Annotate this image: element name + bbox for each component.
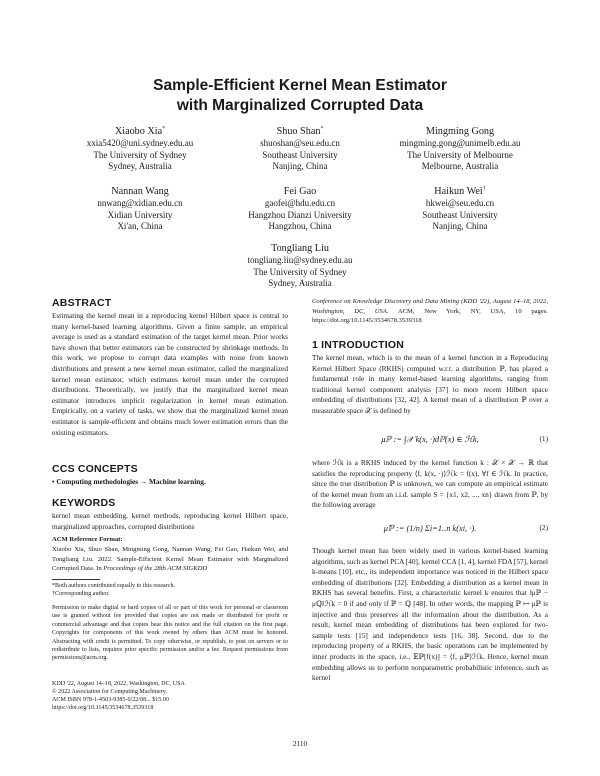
author-email: hkwei@seu.edu.cn	[425, 198, 495, 208]
author-email: mingming.gong@unimelb.edu.au	[399, 138, 521, 148]
acm-reference-heading: ACM Reference Format:	[52, 536, 123, 543]
intro-paragraph-1: The kernel mean, which is to the mean of a kernel function in a Reproducing Kernel Hilbert Space (RKHS) computed w.r.t. a distribution ℙ, has played a fundamental role in many kernel-based learning algorithms, ranging from traditional kernel component analysis [37] to more recent Hilbert space embedding of distributions [32, 42]. A kernel mean of a distribution ℙ over a measurable space 𝒳 is defined by	[312, 353, 548, 415]
author-name: Xiaobo Xia	[114, 126, 163, 137]
doi-line: https://doi.org/10.1145/3534678.3539318	[52, 705, 154, 711]
author-name: Shuo Shan	[276, 126, 321, 137]
author-location: Nanjing, China	[272, 161, 328, 172]
author-mark: *	[320, 126, 324, 132]
conference-line: KDD '22, August 14–18, 2022, Washington, DC, USA	[52, 681, 185, 687]
author-mark: †	[482, 186, 486, 192]
equation-1-number: (1)	[539, 434, 548, 443]
author-block	[230, 125, 370, 173]
footnote-equal-contribution: *Both authors contributed equally to this research.	[52, 583, 176, 589]
reference-venue: Conference on Knowledge Discovery and Data Mining (KDD '22), August 14–18, 2022, Washington, DC, USA.	[312, 298, 548, 315]
acm-reference-plain: Xiaobo Xia, Shuo Shan, Mingming Gong, Nannan Wang, Fei Gao, Haikun Wei, and Tongliang Liu. 2022. Sample-Efficient Kernel Mean Estimator with Marginalized Corrupted Data. In	[52, 546, 288, 573]
equation-2-body: μ̂ℙ := (1/n) Σi=1..n k(xi, ·).	[383, 524, 477, 533]
author-affiliation: Southeast University	[422, 209, 498, 220]
acm-reference-text	[52, 545, 288, 574]
author-location: Xi'an, China	[117, 221, 163, 232]
equation-2-number: (2)	[539, 523, 548, 532]
author-name: Haikun Wei	[434, 186, 483, 197]
reference-tail: ACM, New York, NY, USA, 10 pages. https://doi.org/10.1145/3534678.3539318	[312, 307, 548, 325]
author-email: xxia5420@uni.sydney.edu.au	[86, 138, 194, 148]
page-number: 2110	[292, 739, 308, 748]
author-location: Nanjing, China	[432, 221, 488, 232]
title-line-1: Sample-Efficient Kernel Mean Estimator	[153, 77, 447, 94]
isbn-line: ACM ISBN 978-1-4503-9385-0/22/08... $15.00	[52, 697, 169, 703]
author-name: Mingming Gong	[425, 126, 495, 137]
author-affiliation: Hangzhou Dianzi University	[248, 209, 352, 220]
intro-paragraph-3: Though kernel mean has been widely used in various kernel-based learning algorithms, such as kernel PCA [40], kernel CCA [1, 4], kernel FDA [57], kernel k-means [10], etc., its independent importance was noticed in the Hilbert space embedding of distributions [32]. Embedding a distribution as a kernel mean in RKHS has several benefits. First, a characteristic kernel k ensures that ‖μℙ − μℚ‖ℋk = 0 if and only if ℙ = ℚ [48]. In other words, the mapping ℙ ↦ μℙ is injective and thus preserves all the information about the distribution. As a result, kernel mean embedding of distributions has been explored for two-sample tests [15] and independence tests [16, 38]. Second, due to the reproducing property of a RKHS, the basic operations can be implemented by inner products in the space, i.e., 𝔼ℙ[f(x)] = ⟨f, μℙ⟩ℋk. Hence, kernel mean embedding allows us to perform nonparametric probabilistic inference, such as kernel	[312, 546, 548, 683]
author-block	[390, 185, 530, 233]
acm-reference-venue: Proceedings of the 28th ACM SIGKDD	[103, 565, 208, 573]
author-location: Hangzhou, China	[268, 221, 332, 232]
author-block	[230, 242, 370, 290]
introduction-heading: 1 INTRODUCTION	[312, 339, 405, 351]
equation-1	[312, 434, 548, 445]
ccs-heading: CCS CONCEPTS	[52, 463, 138, 475]
author-affiliation: The University of Sydney	[93, 149, 187, 160]
author-block	[390, 125, 530, 173]
author-email: nnwang@xidian.edu.cn	[97, 198, 183, 208]
equation-1-body: μℙ := ∫𝒳 k(x, ·)dℙ(x) ∈ ℋk,	[381, 435, 479, 444]
author-block	[70, 185, 210, 233]
author-name: Tongliang Liu	[271, 243, 329, 254]
paper-title	[0, 76, 600, 116]
author-email: gaofei@hdu.edu.cn	[264, 198, 336, 208]
author-block	[230, 185, 370, 233]
intro-paragraph-2: where ℋk is a RKHS induced by the kernel function k : 𝒳 × 𝒳 → ℝ that satisfies the reproducing property ⟨f, k(x, ·)⟩ℋk = f(x), ∀f ∈ ℋk. In practice, since the true distribution ℙ is unknown, we can compute an empirical estimate of the kernel mean from an i.i.d. sample S = {x1, x2, ..., xn} drawn from ℙ, by the following average	[312, 458, 548, 510]
footnote-corresponding: †Corresponding author.	[52, 591, 110, 597]
author-affiliation: Xidian University	[107, 209, 173, 220]
author-affiliation: Southeast University	[262, 149, 338, 160]
keywords-heading: KEYWORDS	[52, 497, 116, 509]
permission-notice: Permission to make digital or hard copies of all or part of this work for personal or classroom use is granted without fee provided that copies are not made or distributed for profit or commercial advantage and that copies bear this notice and the full citation on the first page. Copyrights for components of this work owned by others than ACM must be honored. Abstracting with credit is permitted. To copy otherwise, or republish, to post on servers or to redistribute to lists, requires prior specific permission and/or a fee. Request permissions from permissions@acm.org.	[52, 605, 288, 662]
keywords-text: kernel mean embedding, kernel methods, reproducing kernel Hilbert space, marginalized approaches, corrupted distributions	[52, 511, 288, 531]
author-email: shuoshan@seu.edu.cn	[260, 138, 340, 148]
abstract-heading: ABSTRACT	[52, 297, 112, 309]
footnote-rule	[52, 579, 100, 580]
author-mark: *	[162, 126, 166, 132]
title-line-2: with Marginalized Corrupted Data	[176, 97, 424, 114]
author-location: Sydney, Australia	[108, 161, 172, 172]
reference-continuation	[312, 297, 548, 326]
author-location: Sydney, Australia	[268, 278, 332, 289]
author-block	[70, 125, 210, 173]
author-name: Nannan Wang	[111, 186, 169, 197]
author-affiliation: The University of Sydney	[253, 266, 347, 277]
author-email: tongliang.liu@sydney.edu.au	[247, 255, 353, 265]
ccs-item: • Computing methodologies → Machine learning.	[52, 477, 206, 486]
equation-2	[312, 523, 548, 533]
author-name: Fei Gao	[283, 186, 317, 197]
author-affiliation: The University of Melbourne	[407, 149, 513, 160]
abstract-text: Estimating the kernel mean in a reproducing kernel Hilbert space is central to many kernel-based learning algorithms. Given a finite sample, an empirical average is used as a standard estimation of the target kernel mean. Prior works have shown that better estimators can be constructed by shrinkage methods. In this work, we propose to corrupt data examples with noise from known distributions and present a new kernel mean estimator, called the marginalized kernel mean estimator, which estimates kernel mean under the corrupted distributions. Theoretically, we justify that the marginalized kernel mean estimator introduces implicit regularization in kernel mean estimation. Empirically, on a variety of tasks, we show that the marginalized kernel mean estimator is sample-efficient and obtains much lower estimation errors than the existing estimators.	[52, 311, 288, 437]
copyright-line: © 2022 Association for Computing Machinery.	[52, 689, 167, 695]
author-location: Melbourne, Australia	[421, 161, 499, 172]
